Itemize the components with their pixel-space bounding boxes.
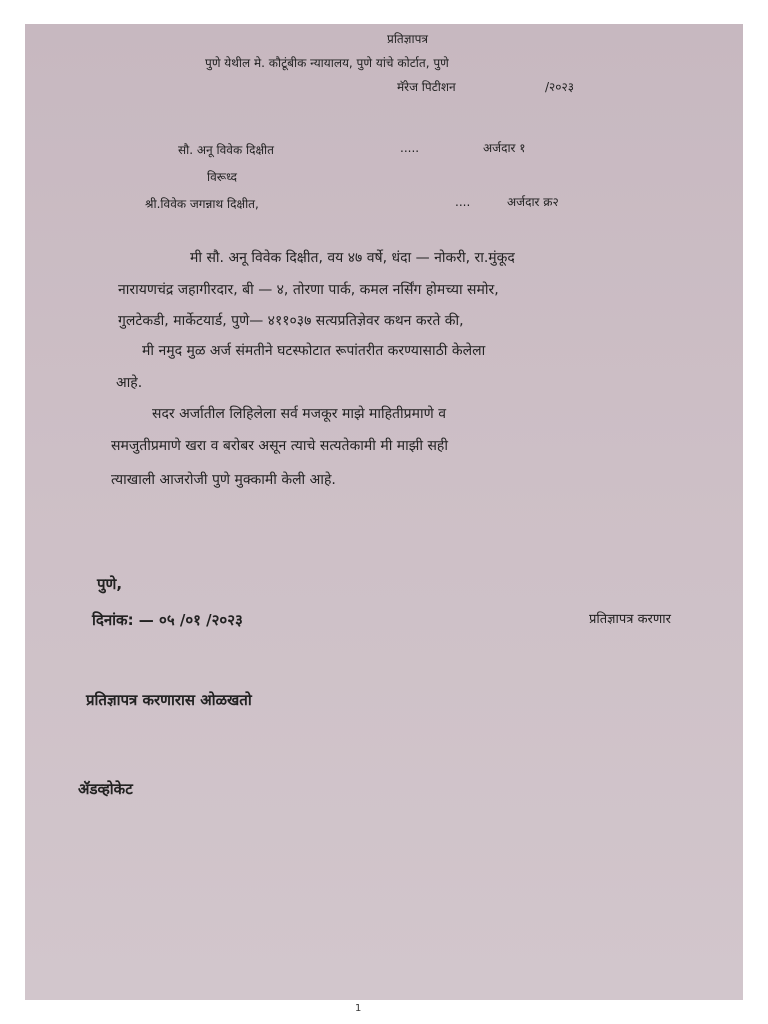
paragraph1-line5: आहे. <box>116 375 143 391</box>
applicant1-name: सौ. अनू विवेक दिक्षीत <box>178 143 275 157</box>
applicant1-dots: ..... <box>400 141 420 155</box>
date-line: दिनांक: — ०५ /०१ /२०२३ <box>92 611 243 629</box>
declarant-label: प्रतिज्ञापत्र करणार <box>589 612 671 627</box>
page-number: 1 <box>355 1003 362 1014</box>
paragraph1-line3: गुलटेकडी, मार्केटयार्ड, पुणे— ४११०३७ सत्यप्रतिज्ञेवर कथन करते की, <box>118 313 464 329</box>
paragraph1-line1: मी सौ. अनू विवेक दिक्षीत, वय ४७ वर्षे, धंदा — नोकरी, रा.मुंकूद <box>190 250 515 266</box>
applicant1-role: अर्जदार १ <box>483 141 526 155</box>
document-page <box>25 24 743 1000</box>
paragraph2-line3: त्याखाली आजरोजी पुणे मुक्कामी केली आहे. <box>111 472 336 488</box>
paragraph1-line4: मी नमुद मुळ अर्ज संमतीने घटस्फोटात रूपांतरीत करण्यासाठी केलेला <box>142 343 486 359</box>
paragraph2-line1: सदर अर्जातील लिहिलेला सर्व मजकूर माझे माहितीप्रमाणे व <box>152 406 446 422</box>
paragraph1-line2: नारायणचंद्र जहागीरदार, बी — ४, तोरणा पार्क, कमल नर्सिंग होमच्या समोर, <box>118 282 499 298</box>
applicant2-role: अर्जदार क्र२ <box>507 195 559 209</box>
document-title: प्रतिज्ञापत्र <box>387 32 429 46</box>
applicant2-dots: .... <box>455 195 471 209</box>
identifier-label: प्रतिज्ञापत्र करणारास ओळखतो <box>86 691 252 709</box>
court-line: पुणे येथील मे. कौटूंबीक न्यायालय, पुणे यांचे कोर्टात, पुणे <box>205 56 449 70</box>
petition-number: /२०२३ <box>545 80 575 94</box>
advocate-label: ॲडव्होकेट <box>78 780 133 798</box>
paragraph2-line2: समजुतीप्रमाणे खरा व बरोबर असून त्याचे सत्यतेकामी मी माझी सही <box>111 438 448 454</box>
petition-label: मॅरेज पिटीशन <box>397 80 456 94</box>
place-label: पुणे, <box>97 575 123 593</box>
versus-label: विरूध्द <box>207 170 237 184</box>
applicant2-name: श्री.विवेक जगन्नाथ दिक्षीत, <box>145 197 259 211</box>
